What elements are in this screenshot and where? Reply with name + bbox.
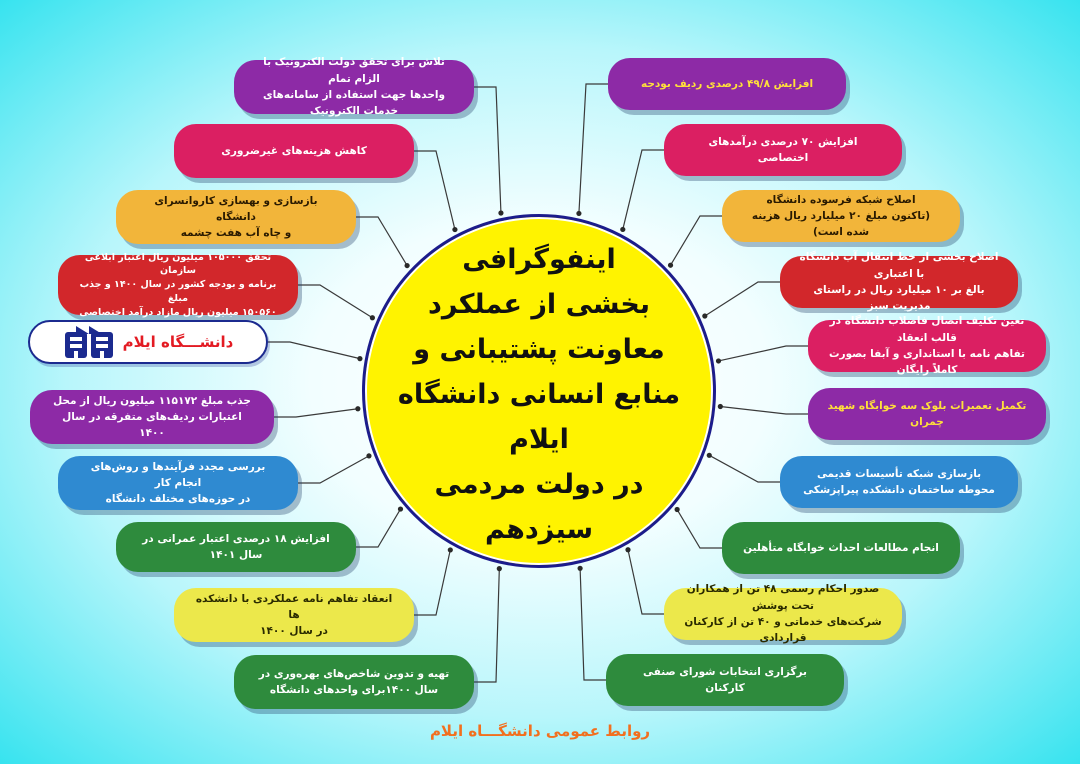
info-pill: اصلاح شبکه فرسوده دانشگاه (تاکنون مبلغ ۲۰ میلیارد ریال هزینه شده است) — [722, 190, 960, 242]
info-pill: افزایش ۱۸ درصدی اعتبار عمرانی در سال ۱۴۰۱ — [116, 522, 356, 572]
info-pill: تلاش برای تحقق دولت الکترونیک با الزام تمام واحدها جهت استفاده از سامانه‌های خدمات الکترونیک — [234, 60, 474, 114]
info-pill: افزایش ۴۹/۸ درصدی ردیف بودجه — [608, 58, 846, 110]
center-title-line: معاونت پشتیبانی و — [413, 333, 665, 365]
info-pill: تعین تکلیف اتصال فاضلاب دانشگاه در قالب انعقاد تفاهم نامه با استانداری و آبفا بصورت کاملاً رایگان — [808, 320, 1046, 372]
info-pill: تحقق ۱۰۵۰۰۰ میلیون ریال اعتبار ابلاغی سازمان برنامه و بودجه کشور در سال ۱۴۰۰ و جذب مبلغ ۱۵۰۵۶۰ میلیون ریال مازاد درآمد اختصاصی — [58, 255, 298, 315]
connector-line — [709, 455, 780, 482]
center-title-line: اینفوگرافی — [462, 243, 616, 275]
center-title-line: در دولت مردمی — [434, 468, 644, 500]
connector-line — [705, 282, 780, 316]
info-pill: صدور احکام رسمی ۴۸ تن از همکاران تحت پوشش شرکت‌های خدماتی و ۴۰ تن از کارکنان قراردادی — [664, 588, 902, 640]
connector-line — [274, 409, 358, 417]
info-pill: انعقاد تفاهم نامه عملکردی با دانشکده ها در سال ۱۴۰۰ — [174, 588, 414, 642]
connector-line — [298, 456, 369, 483]
connector-dot — [357, 356, 362, 361]
connector-line — [414, 151, 455, 230]
center-title-line: سیزدهم — [484, 513, 594, 545]
connector-dot — [718, 404, 723, 409]
info-pill: تکمیل تعمیرات بلوک سه خوابگاه شهید چمران — [808, 388, 1046, 440]
connector-line — [474, 87, 501, 213]
connector-dot — [498, 210, 503, 215]
center-title — [365, 237, 713, 552]
connector-dot — [355, 406, 360, 411]
logo-label: دانشـــگاه ایلام — [122, 333, 234, 351]
connector-dot — [452, 227, 457, 232]
connector-line — [268, 342, 360, 359]
info-pill: تهیه و تدوین شاخص‌های بهره‌وری در سال ۱۴۰۰برای واحدهای دانشگاه — [234, 655, 474, 709]
connector-dot — [576, 211, 581, 216]
connector-line — [298, 285, 372, 318]
info-pill: اصلاح بخشی از خط انتقال آب دانشگاه با اعتباری بالغ بر ۱۰ میلیارد ریال در راستای مدیریت سبز — [780, 256, 1018, 308]
center-circle — [362, 214, 716, 568]
center-title-line: منابع انسانی دانشگاه ایلام — [397, 378, 681, 455]
footer-credit: روابط عمومی دانشگـــاه ایلام — [429, 722, 651, 740]
info-pill: کاهش هزینه‌های غیرضروری — [174, 124, 414, 178]
connector-line — [623, 150, 664, 229]
connector-dot — [578, 566, 583, 571]
connector-line — [579, 84, 608, 213]
university-logo-badge — [28, 320, 268, 364]
info-pill: بازسازی و بهسازی کاروانسرای دانشگاه و چاه آب هفت چشمه — [116, 190, 356, 244]
info-pill: برگزاری انتخابات شورای صنفی کارکنان — [606, 654, 844, 706]
connector-line — [474, 569, 499, 682]
connector-line — [580, 568, 606, 680]
info-pill: افزایش ۷۰ درصدی درآمدهای اختصاصی — [664, 124, 902, 176]
connector-dot — [497, 566, 502, 571]
info-pill: جذب مبلغ ۱۱۵۱۷۲ میلیون ریال از محل اعتبارات ردیف‌های متفرقه در سال ۱۴۰۰ — [30, 390, 274, 444]
connector-line — [720, 407, 808, 414]
university-emblem-icon — [63, 324, 115, 360]
connector-line — [628, 550, 664, 614]
connector-line — [719, 346, 808, 361]
info-pill: بازسازی شبکه تأسیسات قدیمی محوطه ساختمان دانشکده پیراپزشکی — [780, 456, 1018, 508]
connector-dot — [716, 358, 721, 363]
connector-line — [414, 550, 450, 615]
info-pill: بررسی مجدد فرآیندها و روش‌های انجام کار در حوزه‌های مختلف دانشگاه — [58, 456, 298, 510]
connector-dot — [620, 227, 625, 232]
info-pill: انجام مطالعات احداث خوابگاه متأهلین — [722, 522, 960, 574]
center-title-line: بخشی از عملکرد — [428, 288, 650, 320]
